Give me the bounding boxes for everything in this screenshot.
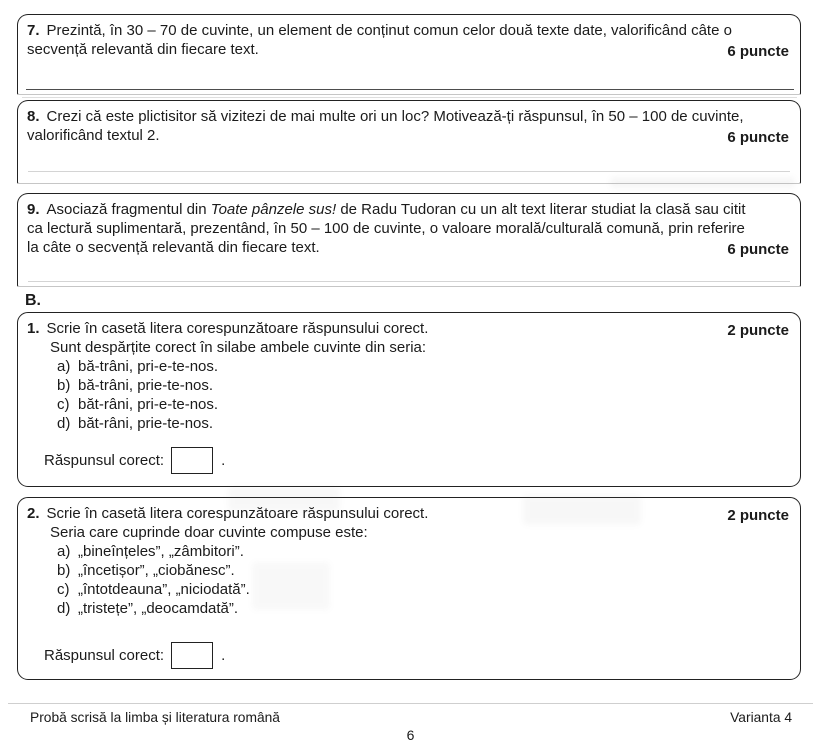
question-9-points: 6 puncte	[727, 241, 789, 258]
option-letter: c)	[57, 396, 70, 413]
question-b2-title-row	[18, 498, 800, 523]
answer-row	[18, 642, 800, 669]
question-7-number: 7.	[27, 22, 40, 39]
question-b1-stem: Sunt despărțite corect în silabe ambele cuvinte din seria:	[50, 339, 427, 356]
question-7-text	[18, 15, 800, 59]
question-b1-title: Scrie în casetă litera corespunzătoare răspunsului corect.	[46, 320, 429, 337]
question-9-box	[17, 193, 801, 287]
scan-artifact	[252, 562, 330, 610]
question-8-number: 8.	[27, 108, 40, 125]
option-row-d	[18, 414, 800, 433]
option-letter: b)	[57, 377, 71, 394]
option-text: „tristețe”, „deocamdată”.	[78, 600, 239, 617]
scan-artifact	[523, 495, 641, 525]
option-row-c	[18, 395, 800, 414]
question-b1-points: 2 puncte	[727, 322, 789, 339]
question-b1-number: 1.	[27, 320, 40, 337]
page-number: 6	[406, 727, 415, 743]
option-row-b	[18, 561, 800, 580]
answer-label: Răspunsul corect:	[44, 452, 165, 469]
question-7-line2: secvență relevantă din fiecare text.	[27, 41, 259, 58]
question-8-line1: Crezi că este plictisitor să vizitezi de mai multe ori un loc? Motivează-ți răspunsul, în 50 – 100 de cuvinte,	[46, 108, 744, 125]
answer-input-box[interactable]	[171, 642, 213, 669]
answer-label: Răspunsul corect:	[44, 647, 165, 664]
scan-artifact	[228, 487, 340, 511]
question-9-line2: ca lectură suplimentară, prezentând, în 50 – 100 de cuvinte, o valoare morală/culturală comună, prin referire	[27, 220, 745, 237]
question-9-text	[18, 194, 800, 257]
scan-artifact	[610, 177, 795, 188]
option-letter: b)	[57, 562, 71, 579]
question-9-line3: la câte o secvență relevantă din fiecare text.	[27, 239, 320, 256]
option-letter: d)	[57, 600, 71, 617]
option-text: „încetișor”, „ciobănesc”.	[78, 562, 235, 579]
question-9-number: 9.	[27, 201, 40, 218]
option-row-c	[18, 580, 800, 599]
question-b2-points: 2 puncte	[727, 507, 789, 524]
question-8-line2: valorificând textul 2.	[27, 127, 160, 144]
option-letter: a)	[57, 543, 71, 560]
option-letter: a)	[57, 358, 71, 375]
question-b2-box	[17, 497, 801, 680]
answer-writing-line	[26, 89, 794, 90]
book-title: Toate pânzele sus!	[210, 201, 337, 218]
question-7-box	[17, 14, 801, 95]
footer-variant: Varianta 4	[730, 710, 792, 725]
option-text: „întotdeauna”, „niciodată”.	[78, 581, 250, 598]
option-row-a	[18, 357, 800, 376]
question-8-text	[18, 101, 800, 145]
question-7-line1: Prezintă, în 30 – 70 de cuvinte, un element de conținut comun celor două texte date, valorificând câte o	[46, 22, 732, 39]
option-text: băt-râni, prie-te-nos.	[78, 415, 214, 432]
option-text: bă-trâni, prie-te-nos.	[78, 377, 214, 394]
section-b-label: B.	[25, 292, 41, 309]
option-text: bă-trâni, pri-e-te-nos.	[78, 358, 219, 375]
question-8-points: 6 puncte	[727, 129, 789, 146]
question-9-line1-post: de Radu Tudoran cu un alt text literar studiat la clasă sau citit	[336, 201, 746, 218]
question-9-line1-pre: Asociază fragmentul din	[46, 201, 211, 218]
option-row-d	[18, 599, 800, 618]
answer-row	[18, 447, 800, 474]
answer-suffix: .	[221, 452, 226, 469]
option-letter: c)	[57, 581, 70, 598]
footer-divider	[8, 703, 813, 704]
question-b1-title-row	[18, 313, 800, 338]
answer-input-box[interactable]	[171, 447, 213, 474]
option-text: „bineînțeles”, „zâmbitori”.	[78, 543, 244, 560]
scan-ghost-line	[22, 97, 797, 98]
question-7-points: 6 puncte	[727, 43, 789, 60]
option-row-a	[18, 542, 800, 561]
question-b2-stem: Seria care cuprinde doar cuvinte compuse este:	[50, 524, 368, 541]
option-text: băt-râni, pri-e-te-nos.	[78, 396, 219, 413]
option-letter: d)	[57, 415, 71, 432]
question-b1-box	[17, 312, 801, 487]
option-row-b	[18, 376, 800, 395]
answer-writing-line	[28, 171, 790, 172]
answer-writing-line	[28, 281, 790, 282]
question-b2-title: Scrie în casetă litera corespunzătoare răspunsului corect.	[46, 505, 429, 522]
footer-exam-title: Probă scrisă la limba și literatura română	[30, 710, 280, 725]
question-8-box	[17, 100, 801, 184]
question-b2-number: 2.	[27, 505, 40, 522]
answer-suffix: .	[221, 647, 226, 664]
